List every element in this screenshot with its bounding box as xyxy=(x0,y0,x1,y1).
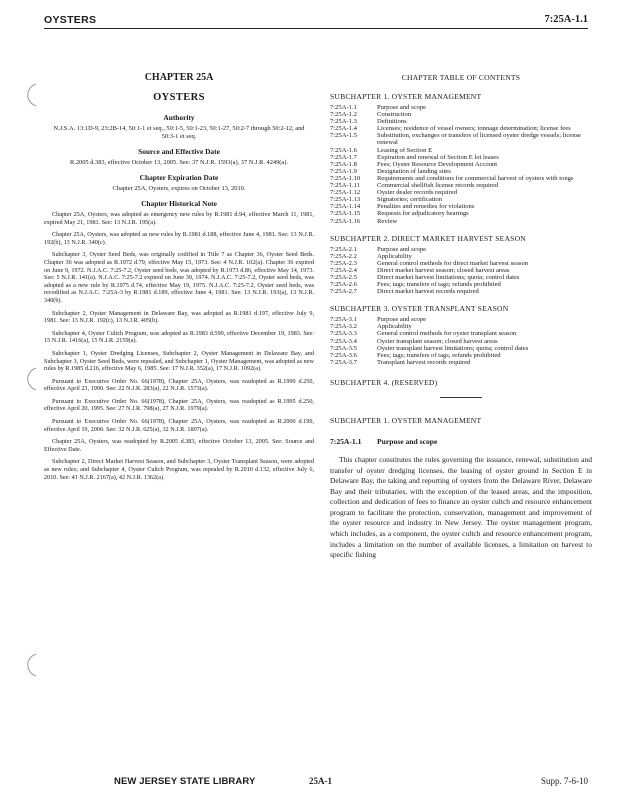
section-heading xyxy=(330,437,592,446)
section-divider xyxy=(440,397,482,398)
toc-entry-number: 7:25A-1.16 xyxy=(330,217,361,225)
section-number: 7:25A-1.1 xyxy=(330,436,362,446)
history-heading: Chapter Historical Note xyxy=(141,199,217,208)
toc-entry-number: 7:25A-1.9 xyxy=(330,167,357,175)
toc-entry-number: 7:25A-1.8 xyxy=(330,160,357,168)
toc-entry-title: Requests for adjudicatory hearings xyxy=(377,210,469,218)
toc-heading: CHAPTER TABLE OF CONTENTS xyxy=(401,73,521,82)
toc-entry-title: Direct market harvest season; closed harvest areas xyxy=(377,266,510,274)
toc-entry[interactable] xyxy=(330,218,592,225)
toc-entry-number: 7:25A-1.3 xyxy=(330,118,357,126)
toc-entry[interactable] xyxy=(330,203,592,210)
toc-entry-title: Transplant harvest records required xyxy=(377,358,471,366)
toc-entry-title: Expiration and renewal of Section E lot leases xyxy=(377,153,499,161)
toc-list-subchapter-2 xyxy=(330,246,592,296)
toc-entry-number: 7:25A-2.5 xyxy=(330,273,357,281)
toc-entry-title: Oyster transplant harvest limitations; quota; control dates xyxy=(377,344,529,352)
toc-entry[interactable] xyxy=(330,118,592,125)
toc-subchapter-title: SUBCHAPTER 2. DIRECT MARKET HARVEST SEASON xyxy=(330,233,526,243)
expiration-heading: Chapter Expiration Date xyxy=(139,173,219,182)
expiration-text: Chapter 25A, Oysters, expires on October 13, 2010. xyxy=(112,185,246,192)
toc-list-subchapter-1 xyxy=(330,104,592,225)
toc-entry[interactable] xyxy=(330,125,592,132)
toc-subchapter-title: SUBCHAPTER 1. OYSTER MANAGEMENT xyxy=(330,92,482,101)
source-text: R.2005 d.383, effective October 13, 2005. See: 37 N.J.R. 1593(a), 37 N.J.R. 4249(a). xyxy=(69,159,288,166)
authority-heading: Authority xyxy=(163,113,195,122)
footer-page-number: 25A-1 xyxy=(309,776,332,786)
toc-entry-title: Purpose and scope xyxy=(377,104,427,111)
toc-entry-number: 7:25A-1.12 xyxy=(330,189,361,197)
right-column xyxy=(330,64,592,561)
toc-reserved-subchapter: SUBCHAPTER 4. (RESERVED) xyxy=(330,377,438,387)
toc-entry-number: 7:25A-2.7 xyxy=(330,288,357,296)
toc-entry-title: Signatories; certification xyxy=(377,196,443,204)
toc-entry-number: 7:25A-1.4 xyxy=(330,125,357,133)
chapter-name: OYSTERS xyxy=(153,92,205,103)
section-body-text: This chapter constitutes the rules governing the issuance, renewal, substitution and transfer of oyster dredging licenses, the leasing of oyster ground in Section E in Delaware Bay, the taking and reporting of oysters from the Delaware River, Delaware Bay and their tributaries, with the exception of the leased areas, and the imposition, collection and dedication of fees to finance an oyster cultch and resource enhancement program to facilitate the protection, conservation, management and improvement of the oyster resource and industry in New Jersey. The oyster management program, which includes, as a component, the oyster cultch and resource enhancement program, includes a limitation on the number of available licenses, a limitation on harvest to specific fishing xyxy=(330,454,592,560)
running-footer xyxy=(44,776,588,790)
history-paragraph: Subchapter 2, Direct Market Harvest Season, and Subchapter 3, Oyster Transplant Season, were adopted as new rules; and Subchapter 4, Oyster Cultch Program, was repealed by R.2010 d.132, effective July 6, 2010. See: 41 N.J.R. 2167(a), 42 N.J.R. 1362(a). xyxy=(44,458,314,481)
toc-entry-title: Definitions xyxy=(377,118,407,126)
toc-subchapter-title: SUBCHAPTER 3. OYSTER TRANSPLANT SEASON xyxy=(330,304,509,314)
toc-entry-title: Fees; tags; transfers of tags, refunds prohibited xyxy=(377,351,501,359)
toc-entry[interactable] xyxy=(330,338,592,345)
toc-entry[interactable] xyxy=(330,111,592,118)
toc-entry-title: Construction xyxy=(377,111,412,119)
toc-entry-title: Leasing of Section E xyxy=(377,146,433,154)
toc-entry[interactable] xyxy=(330,189,592,196)
toc-entry-number: 7:25A-3.1 xyxy=(330,316,357,324)
history-paragraph: Pursuant to Executive Order No. 66(1978), Chapter 25A, Oysters, was readopted as R.2000 d.199, effective April 19, 2000. See: 32 N.J.R. 625(a), 32 N.J.R. 1807(a). xyxy=(44,418,314,433)
toc-entry-number: 7:25A-2.6 xyxy=(330,281,357,289)
authority-text: N.J.S.A. 13:1D-9, 23:2B-14, 50:1-1 et seq., 50:1-5, 50:1-23, 50:1-27, 50:2-7 through 50:2-12, and 50:3-1 et seq. xyxy=(53,125,305,140)
toc-entry-number: 7:25A-3.2 xyxy=(330,323,357,331)
toc-entry-title: Substitution, exchanges or transfers of licensed oyster dredge vessels; license renewal xyxy=(377,132,581,147)
toc-entry-number: 7:25A-1.1 xyxy=(330,104,357,111)
toc-entry[interactable] xyxy=(330,196,592,203)
toc-entry[interactable] xyxy=(330,175,592,182)
toc-entry[interactable] xyxy=(330,323,592,330)
toc-entry[interactable] xyxy=(330,288,592,295)
toc-entry-title: Requirements and conditions for commercial harvest of oysters with tongs xyxy=(377,174,574,182)
section-title: Purpose and scope xyxy=(377,436,438,446)
history-paragraph: Subchapter 4, Oyster Cultch Program, was adopted as R.1983 d.590, effective December 19, 1983. See: 15 N.J.R. 1416(a), 15 N.J.R. 2159(a). xyxy=(44,329,314,345)
history-paragraph: Pursuant to Executive Order No. 66(1978), Chapter 25A, Oysters, was readopted as R.1995 d.250, effective April 20, 1995. See: 27 N.J.R. 798(a), 27 N.J.R. 1979(a). xyxy=(44,397,314,413)
history-paragraph: Chapter 25A, Oysters, was readopted by R.2005 d.383, effective October 13, 2005. See: Source and Effective Date. xyxy=(44,438,314,453)
toc-entry[interactable] xyxy=(330,274,592,281)
header-title: OYSTERS xyxy=(44,14,97,26)
header-section-number: 7:25A-1.1 xyxy=(544,14,588,25)
toc-entry-title: General control methods for oyster transplant season xyxy=(377,330,517,338)
footer-supplement-date: Supp. 7-6-10 xyxy=(541,776,588,786)
punch-hole-mark xyxy=(22,82,40,108)
toc-entry-title: Commercial shellfish license records required xyxy=(377,182,499,190)
source-heading: Source and Effective Date xyxy=(138,147,220,156)
toc-entry-title: Review xyxy=(377,217,398,225)
toc-entry-title: Direct market harvest limitations; quota; control dates xyxy=(377,273,520,281)
toc-entry-number: 7:25A-1.6 xyxy=(330,146,357,154)
chapter-number: CHAPTER 25A xyxy=(144,72,214,83)
toc-entry-number: 7:25A-3.3 xyxy=(330,330,357,338)
left-column xyxy=(44,64,314,486)
history-paragraph: Chapter 25A, Oysters, was adopted as new rules by R.1981 d.188, effective June 4, 1981. See: 13 N.J.R. 192(b), 13 N.J.R. 340(c). xyxy=(44,231,314,246)
toc-entry-number: 7:25A-2.2 xyxy=(330,252,357,260)
toc-entry-number: 7:25A-1.15 xyxy=(330,210,361,218)
body-subchapter-heading: SUBCHAPTER 1. OYSTER MANAGEMENT xyxy=(330,415,482,425)
toc-entry-number: 7:25A-1.7 xyxy=(330,153,357,161)
toc-entry-title: Penalties and remedies for violations xyxy=(377,203,475,211)
toc-entry[interactable] xyxy=(330,210,592,217)
history-paragraph: Chapter 25A, Oysters, was adopted as emergency new rules by R.1981 d.94, effective March 11, 1981, expired May 21, 1981. See: 13 N.J.R. 195(a). xyxy=(44,211,314,226)
toc-entry-number: 7:25A-1.14 xyxy=(330,203,361,211)
toc-entry[interactable] xyxy=(330,104,592,111)
history-paragraph: Subchapter 2, Oyster Management in Delaware Bay, was adopted as R.1981 d.197, effective July 9, 1981. See: 13 N.J.R. 192(c), 13 N.J.R. 405(b). xyxy=(44,309,314,325)
toc-entry[interactable] xyxy=(330,359,592,366)
toc-entry[interactable] xyxy=(330,161,592,168)
toc-entry[interactable] xyxy=(330,260,592,267)
toc-entry-title: Designation of landing sites xyxy=(377,167,451,175)
toc-entry-title: Purpose and scope xyxy=(377,316,427,324)
toc-entry-title: Applicability xyxy=(377,252,412,260)
toc-entry-title: Licenses; residence of vessel owners; tonnage determination; license fees xyxy=(377,125,571,133)
toc-entry-number: 7:25A-2.4 xyxy=(330,266,357,274)
toc-entry[interactable] xyxy=(330,246,592,253)
toc-entry-title: Direct market harvest records required xyxy=(377,288,479,296)
toc-entry[interactable] xyxy=(330,267,592,274)
toc-entry[interactable] xyxy=(330,253,592,260)
toc-entry-number: 7:25A-3.5 xyxy=(330,344,357,352)
toc-entry[interactable] xyxy=(330,281,592,288)
history-paragraph: Subchapter 1, Oyster Dredging Licenses, Subchapter 2, Oyster Management in Delaware Bay, and Subchapter 3, Oyster Seed Beds, were repealed, and Subchapter 1, Oyster Management, was adopted as new rules by R.1985 d.216, effective May 6, 1985. See: 17 N.J.R. 352(a), 17 N.J.R. 1092(a). xyxy=(44,349,314,373)
toc-entry-number: 7:25A-1.13 xyxy=(330,196,361,204)
toc-entry-number: 7:25A-3.6 xyxy=(330,351,357,359)
toc-entry[interactable] xyxy=(330,132,592,146)
toc-entry-number: 7:25A-2.3 xyxy=(330,259,357,267)
toc-entry-number: 7:25A-1.10 xyxy=(330,174,361,182)
toc-entry-title: Applicability xyxy=(377,323,412,331)
running-header xyxy=(44,14,588,29)
toc-entry-number: 7:25A-1.5 xyxy=(330,132,357,140)
toc-entry-number: 7:25A-1.2 xyxy=(330,111,357,119)
toc-entry[interactable] xyxy=(330,154,592,161)
toc-entry[interactable] xyxy=(330,182,592,189)
footer-library-stamp: NEW JERSEY STATE LIBRARY xyxy=(114,776,256,787)
toc-entry-number: 7:25A-1.11 xyxy=(330,182,360,190)
toc-entry[interactable] xyxy=(330,147,592,154)
toc-entry[interactable] xyxy=(330,168,592,175)
toc-entry-title: Purpose and scope xyxy=(377,245,427,253)
toc-entry-number: 7:25A-2.1 xyxy=(330,245,357,253)
history-paragraph: Subchapter 3, Oyster Seed Beds, was originally codified in Title 7 as Chapter 36, Oyster Seed Beds. Chapter 36 was adopted as R.1972 d.79, effective May 15, 1973. See: 4 N.J.R. 102(a). Chapter 36 expired on June 9, 1972. N.J.A.C. 7:25-7.2, Oyster seed beds, was adopted by R.1973 d.86, effective May 14, 1973. See: 5 N.J.R. 141(a). N.J.A.C. 7:25-7.2 expired on June 30, 1974. N.J.A.C. 7:25-7.2, Oyster seed beds, was adopted as a new rule by R.1975 d.74, effective May 19, 1975. N.J.A.C. 7:25-7.2, Oyster seed beds, was recodified as N.J.A.C. 7:25A-3 by R.1981 d.189, effective June 4, 1981. See: 13 N.J.R. 193(a), 13 N.J.R. 340(b). xyxy=(44,251,314,304)
history-paragraph: Pursuant to Executive Order No. 66(1978), Chapter 25A, Oysters, was readopted as R.1990 d.250, effective April 23, 1990. See: 22 N.J.R. 283(a), 22 N.J.R. 1573(a). xyxy=(44,377,314,393)
toc-entry-number: 7:25A-3.7 xyxy=(330,358,357,366)
toc-entry[interactable] xyxy=(330,330,592,337)
toc-entry-title: Fees; tags; transfers of tags; refunds prohibited xyxy=(377,281,501,289)
toc-list-subchapter-3 xyxy=(330,316,592,366)
toc-entry-title: Oyster transplant season; closed harvest areas xyxy=(377,337,498,345)
toc-entry-title: General control methods for direct market harvest season xyxy=(377,259,529,267)
punch-hole-mark xyxy=(22,366,40,392)
toc-entry-number: 7:25A-3.4 xyxy=(330,337,357,345)
toc-entry-title: Fees; Oyster Resource Development Account xyxy=(377,160,498,168)
toc-entry[interactable] xyxy=(330,345,592,352)
punch-hole-mark xyxy=(22,652,40,678)
toc-entry[interactable] xyxy=(330,316,592,323)
toc-entry[interactable] xyxy=(330,352,592,359)
toc-entry-title: Oyster dealer records required xyxy=(377,189,458,197)
